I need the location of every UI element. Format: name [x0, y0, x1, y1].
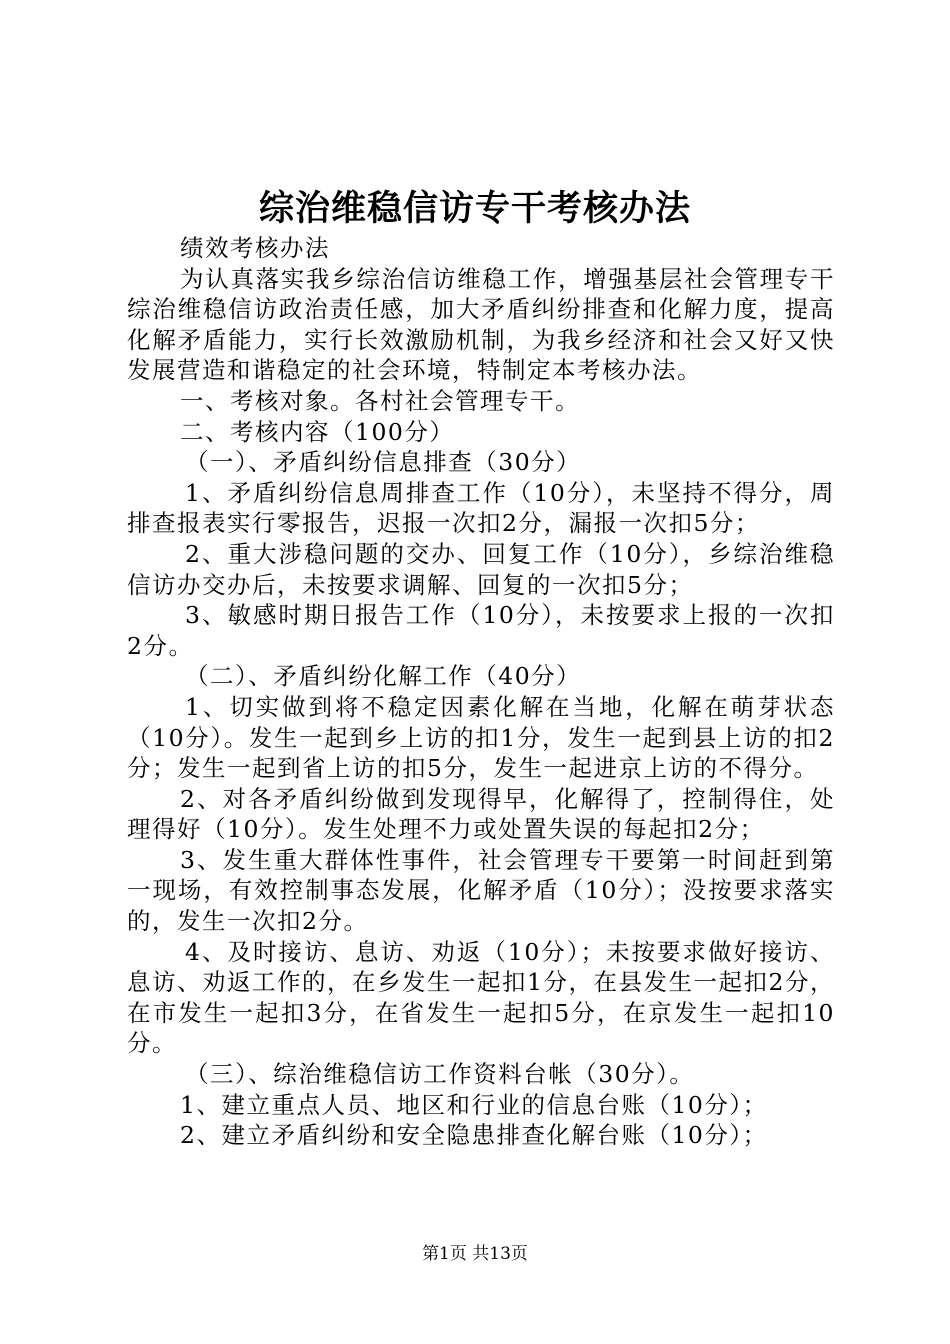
- paragraph-section-1: 一、考核对象。各村社会管理专干。: [180, 386, 580, 415]
- paragraph-section-2: 二、考核内容（100分）: [180, 417, 455, 446]
- page-title: 综治维稳信访专干考核办法: [258, 188, 691, 229]
- paragraph-item: 2、对各矛盾纠纷做到发现得早，化解得了，控制得住，处理得好（10分）。发生处理不力或处置失误的每起扣2分；: [127, 784, 835, 844]
- document-body: [127, 233, 835, 1151]
- paragraph-item: 1、矛盾纠纷信息周排查工作（10分），未坚持不得分，周排查报表实行零报告，迟报一次扣2分，漏报一次扣5分；: [127, 478, 835, 538]
- paragraph-subtitle: 绩效考核办法: [180, 234, 330, 262]
- paragraph-intro: 为认真落实我乡综治信访维稳工作，增强基层社会管理专干综治维稳信访政治责任感，加大矛盾纠纷排查和化解力度，提高化解矛盾能力，实行长效激励机制，为我乡经济和社会又好又快发展营造和谐稳定的社会环境，特制定本考核办法。: [127, 264, 835, 385]
- paragraph-subsection-1: （一）、矛盾纠纷信息排查（30分）: [185, 448, 582, 477]
- paragraph-item: 3、发生重大群体性事件，社会管理专干要第一时间赶到第一现场，有效控制事态发展，化解矛盾（10分）；没按要求落实的，发生一次扣2分。: [127, 845, 835, 936]
- paragraph-subsection-2: （二）、矛盾纠纷化解工作（40分）: [185, 662, 582, 691]
- paragraph-item: 2、重大涉稳问题的交办、回复工作（10分），乡综治维稳信访办交办后，未按要求调解、回复的一次扣5分；: [127, 539, 835, 599]
- paragraph-subsection-3: （三）、综治维稳信访工作资料台帐（30分）。: [185, 1060, 695, 1089]
- paragraph-item: 4、及时接访、息访、劝返（10分）；未按要求做好接访、息访、劝返工作的，在乡发生一起扣1分，在县发生一起扣2分，在市发生一起扣3分，在省发生一起扣5分，在京发生一起扣10分。: [127, 937, 835, 1058]
- paragraph-item: 2、建立矛盾纠纷和安全隐患排查化解台账（10分）；: [180, 1121, 768, 1150]
- paragraph-item: 1、切实做到将不稳定因素化解在当地，化解在萌芽状态（10分）。发生一起到乡上访的扣1分，发生一起到县上访的扣2分；发生一起到省上访的扣5分，发生一起进京上访的不得分。: [127, 692, 835, 783]
- page-footer: 第1页 共13页: [422, 1244, 528, 1264]
- paragraph-item: 3、敏感时期日报告工作（10分），未按要求上报的一次扣2分。: [127, 601, 835, 660]
- paragraph-item: 1、建立重点人员、地区和行业的信息台账（10分）；: [180, 1090, 768, 1119]
